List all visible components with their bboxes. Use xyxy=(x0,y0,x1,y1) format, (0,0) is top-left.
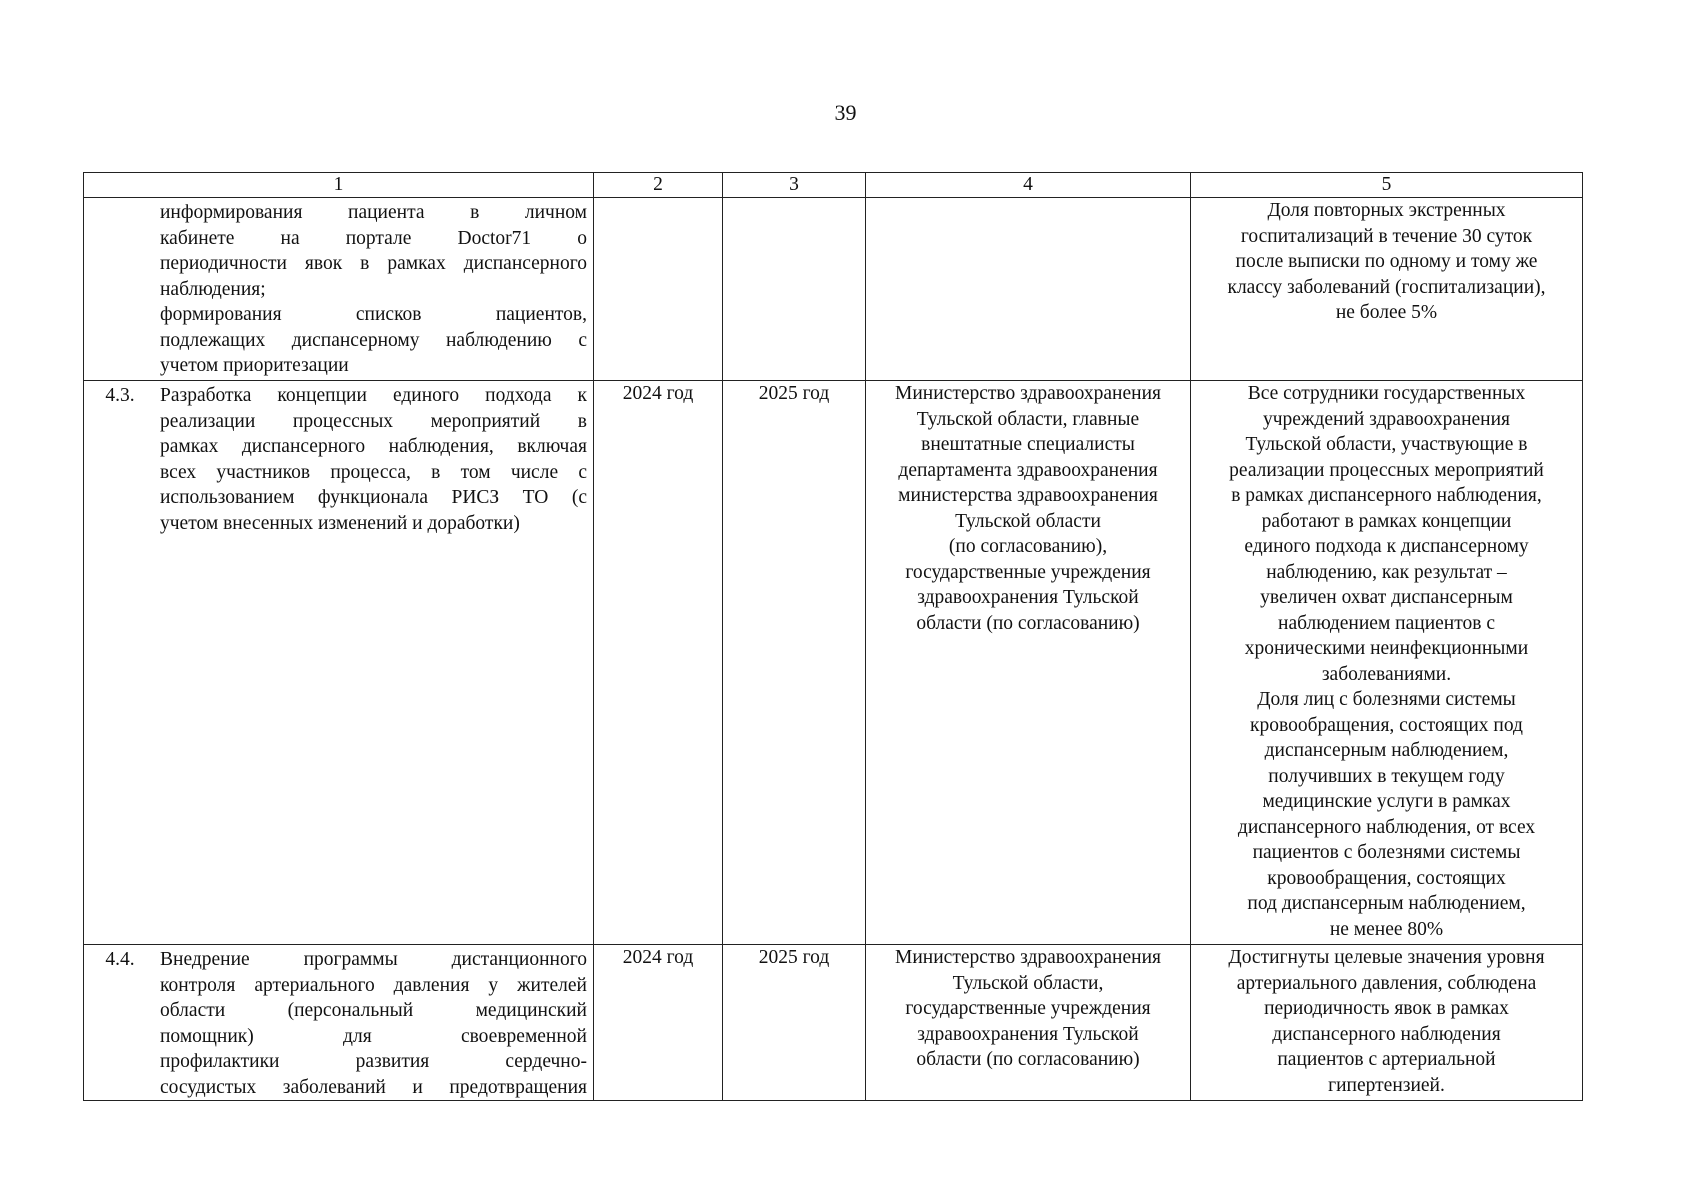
text-line: всех участников процесса, в том числе с xyxy=(160,461,587,483)
responsible-cell xyxy=(866,381,1191,945)
result-cell xyxy=(1191,945,1583,1101)
text-line: контроля артериального давления у жителей xyxy=(160,974,587,996)
text-line: здравоохранения Тульской xyxy=(917,1023,1139,1045)
text-line: области (по согласованию) xyxy=(916,612,1140,634)
text-line: Достигнуты целевые значения уровня xyxy=(1228,947,1545,968)
text-line: получивших в текущем году xyxy=(1268,765,1505,787)
text-line: сосудистых заболеваний и предотвращения xyxy=(160,1076,587,1098)
text-line: наблюдением пациентов с xyxy=(1278,612,1495,634)
text-line: работают в рамках концепции xyxy=(1261,510,1512,532)
text-line: периодичность явок в рамках xyxy=(1264,998,1509,1019)
text-line: Тульской области xyxy=(955,510,1101,532)
text-line: Все сотрудники государственных xyxy=(1247,383,1526,404)
column-header-5: 5 xyxy=(1191,173,1583,198)
table-header-row xyxy=(84,173,1583,198)
text-line: единого подхода к диспансерному xyxy=(1244,536,1529,557)
text-line: здравоохранения Тульской xyxy=(917,587,1139,608)
table-row xyxy=(84,198,1583,381)
description-text xyxy=(156,945,593,1100)
text-line: формирования списков пациентов, xyxy=(160,304,587,325)
text-line: пациентов с болезнями системы xyxy=(1252,842,1521,863)
text-line: диспансерным наблюдением, xyxy=(1264,740,1509,761)
responsible-cell xyxy=(866,945,1191,1101)
description-cell xyxy=(84,381,594,945)
description-cell xyxy=(84,945,594,1101)
column-header-2: 2 xyxy=(594,173,723,198)
text-line: помощник) для своевременной xyxy=(160,1025,587,1047)
text-line: наблюдению, как результат – xyxy=(1266,561,1507,583)
text-line: профилактики развития сердечно- xyxy=(160,1051,587,1072)
text-line: Министерство здравоохранения xyxy=(895,947,1161,968)
text-line: периодичности явок в рамках диспансерного xyxy=(160,253,587,274)
text-line: (по согласованию), xyxy=(948,536,1108,557)
description-text xyxy=(156,198,593,379)
text-line: после выписки по одному и тому же xyxy=(1235,251,1538,272)
column-header-1: 1 xyxy=(84,173,594,198)
text-line: области (персональный медицинский xyxy=(160,1000,587,1021)
text-line: Внедрение программы дистанционного xyxy=(160,949,587,970)
text-line: учетом приоритезации xyxy=(160,355,349,376)
end-year-cell: 2025 год xyxy=(723,381,866,945)
text-line: кровообращения, состоящих xyxy=(1267,867,1506,889)
text-line: не менее 80% xyxy=(1329,918,1444,940)
text-line: Разработка концепции единого подхода к xyxy=(160,385,587,406)
text-line: учреждений здравоохранения xyxy=(1262,408,1511,430)
result-cell xyxy=(1191,198,1583,381)
measures-table xyxy=(83,172,1583,1101)
start-year-cell: 2024 год xyxy=(594,381,723,945)
text-line: увеличен охват диспансерным xyxy=(1260,587,1513,608)
start-year-cell: 2024 год xyxy=(594,945,723,1101)
text-line: кровообращения, состоящих под xyxy=(1250,714,1523,736)
responsible-cell xyxy=(866,198,1191,381)
text-line: заболеваниями. xyxy=(1321,663,1452,685)
text-line: реализации процессных мероприятий в xyxy=(160,410,587,432)
text-line: информирования пациента в личном xyxy=(160,202,587,223)
text-line: Министерство здравоохранения xyxy=(895,383,1161,404)
text-line: Доля повторных экстренных xyxy=(1267,200,1506,221)
description-cell xyxy=(84,198,594,381)
text-line: реализации процессных мероприятий xyxy=(1229,459,1544,481)
text-line: области (по согласованию) xyxy=(916,1049,1140,1070)
column-header-3: 3 xyxy=(723,173,866,198)
end-year-cell: 2025 год xyxy=(723,945,866,1101)
end-year-cell xyxy=(723,198,866,381)
text-line: в рамках диспансерного наблюдения, xyxy=(1231,485,1542,506)
text-line: под диспансерным наблюдением, xyxy=(1247,893,1526,914)
text-line: гипертензией. xyxy=(1328,1074,1445,1096)
text-line: государственные учреждения xyxy=(905,998,1151,1019)
row-number: 4.4. xyxy=(105,949,135,970)
result-cell xyxy=(1191,381,1583,945)
text-line: классу заболеваний (госпитализации), xyxy=(1227,276,1546,298)
text-line: артериального давления, соблюдена xyxy=(1236,972,1537,994)
text-line: подлежащих диспансерному наблюдению с xyxy=(160,329,587,351)
text-line: министерства здравоохранения xyxy=(898,485,1158,506)
row-number: 4.3. xyxy=(105,385,135,406)
text-line: Тульской области, xyxy=(952,972,1104,994)
text-line: пациентов с артериальной xyxy=(1277,1049,1496,1070)
text-line: хроническими неинфекционными xyxy=(1244,638,1529,659)
text-line: Доля лиц с болезнями системы xyxy=(1257,689,1516,710)
text-line: медицинские услуги в рамках xyxy=(1262,791,1511,812)
text-line: кабинете на портале Doctor71 о xyxy=(160,227,587,249)
text-line: госпитализаций в течение 30 суток xyxy=(1240,225,1533,247)
text-line: Тульской области, главные xyxy=(916,408,1140,430)
page-number: 39 xyxy=(834,100,857,125)
text-line: департамента здравоохранения xyxy=(898,459,1158,481)
start-year-cell xyxy=(594,198,723,381)
text-line: государственные учреждения xyxy=(905,561,1151,583)
text-line: Тульской области, участвующие в xyxy=(1245,434,1528,455)
text-line: диспансерного наблюдения, от всех xyxy=(1237,816,1536,838)
table-row xyxy=(84,381,1583,945)
text-line: наблюдения; xyxy=(160,278,266,300)
text-line: диспансерного наблюдения xyxy=(1272,1023,1501,1045)
table-row xyxy=(84,945,1583,1101)
text-line: внештатные специалисты xyxy=(921,434,1135,455)
text-line: рамках диспансерного наблюдения, включая xyxy=(160,436,587,457)
text-line: не более 5% xyxy=(1335,302,1438,323)
description-text xyxy=(156,381,593,536)
text-line: учетом внесенных изменений и доработки) xyxy=(160,512,520,534)
column-header-4: 4 xyxy=(866,173,1191,198)
text-line: использованием функционала РИСЗ ТО (с xyxy=(160,487,587,508)
